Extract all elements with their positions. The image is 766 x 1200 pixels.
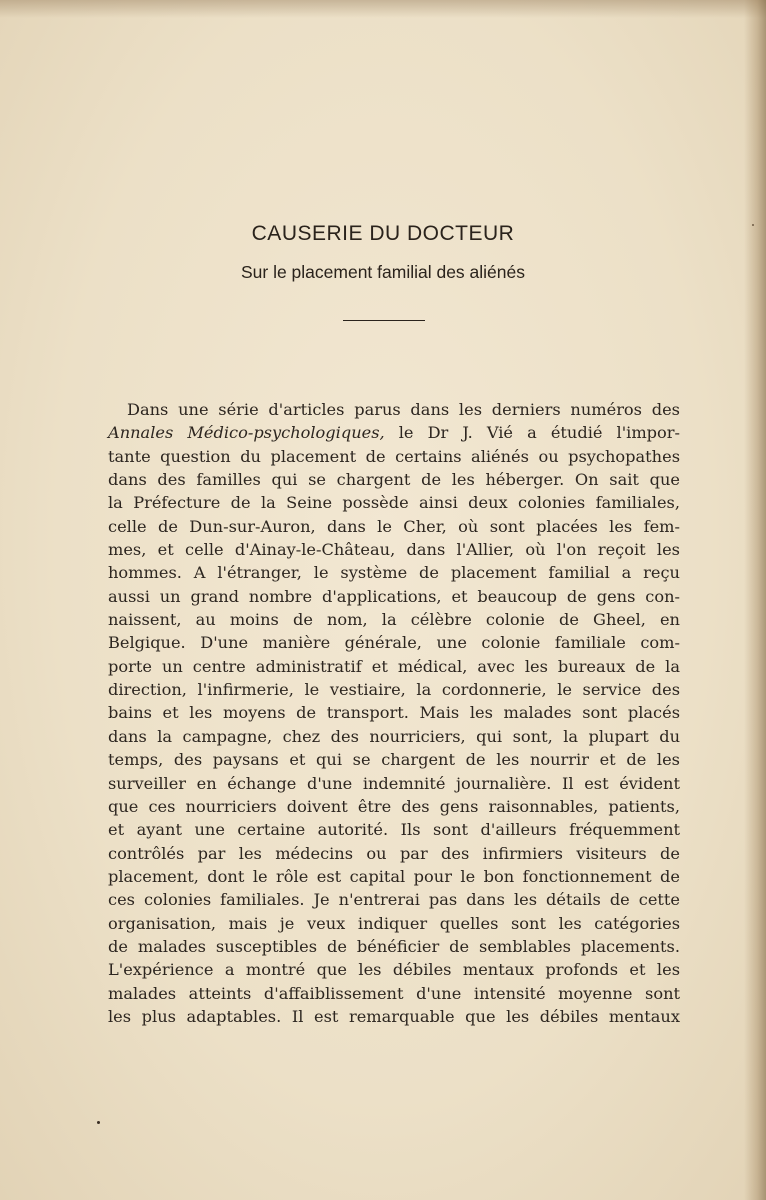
journal-title: Annales Médico-psychologiques, <box>108 423 385 443</box>
body-line: contrôlés par les médecins ou par des infirmiers visiteurs de <box>108 843 680 863</box>
body-line: dans la campagne, chez des nourriciers, qui sont, la plupart du <box>108 726 680 746</box>
body-line: dans des familles qui se chargent de les héberger. On sait que <box>108 470 680 490</box>
body-line: placement, dont le rôle est capital pour le bon fonctionnement de <box>108 866 680 886</box>
body-line: celle de Dun-sur-Auron, dans le Cher, où sont placées les fem- <box>108 516 680 536</box>
body-line: que ces nourriciers doivent être des gens raisonnables, patients, <box>108 796 680 816</box>
body-line: les plus adaptables. Il est remarquable que les débiles mentaux <box>108 1006 680 1026</box>
body-line: naissent, au moins de nom, la célèbre colonie de Gheel, en <box>108 610 680 630</box>
body-line: bains et les moyens de transport. Mais les malades sont placés <box>108 703 680 723</box>
page-right-edge <box>744 0 766 1200</box>
body-line: organisation, mais je veux indiquer quelles sont les catégories <box>108 913 680 933</box>
page-top-shadow <box>0 0 766 18</box>
body-line: la Préfecture de la Seine possède ainsi deux colonies familiales, <box>108 493 680 513</box>
article-title: CAUSERIE DU DOCTEUR <box>251 222 515 245</box>
body-line: Belgique. D'une manière générale, une colonie familiale com- <box>108 633 680 653</box>
body-line: de malades susceptibles de bénéficier de semblables placements. <box>108 936 680 956</box>
body-line: direction, l'infirmerie, le vestiaire, la cordonnerie, le service des <box>108 680 680 700</box>
body-line: et ayant une certaine autorité. Ils sont d'ailleurs fréquemment <box>108 820 680 840</box>
body-line: ces colonies familiales. Je n'entrerai pas dans les détails de cette <box>108 890 680 910</box>
body-line: surveiller en échange d'une indemnité journalière. Il est évident <box>108 773 680 793</box>
ink-speck <box>752 224 754 226</box>
title-divider <box>343 320 425 321</box>
body-line: Dans une série d'articles parus dans les derniers numéros des <box>127 400 680 419</box>
body-line: L'expérience a montré que les débiles mentaux profonds et les <box>108 960 680 980</box>
ink-speck <box>97 1121 100 1124</box>
body-line: hommes. A l'étranger, le système de placement familial a reçu <box>108 563 680 583</box>
article-body <box>108 398 680 1028</box>
article-subtitle: Sur le placement familial des aliénés <box>240 262 526 282</box>
body-line-rest: le Dr J. Vié a étudié l'impor- <box>384 423 680 443</box>
body-line: temps, des paysans et qui se chargent de les nourrir et de les <box>108 750 680 770</box>
body-line: aussi un grand nombre d'applications, et beaucoup de gens con- <box>108 586 680 606</box>
body-line <box>108 421 680 444</box>
body-line: porte un centre administratif et médical, avec les bureaux de la <box>108 656 680 676</box>
body-line: tante question du placement de certains aliénés ou psychopathes <box>108 446 680 466</box>
body-line: mes, et celle d'Ainay-le-Château, dans l'Allier, où l'on reçoit les <box>108 540 680 560</box>
body-line: malades atteints d'affaiblissement d'une intensité moyenne sont <box>108 983 680 1003</box>
